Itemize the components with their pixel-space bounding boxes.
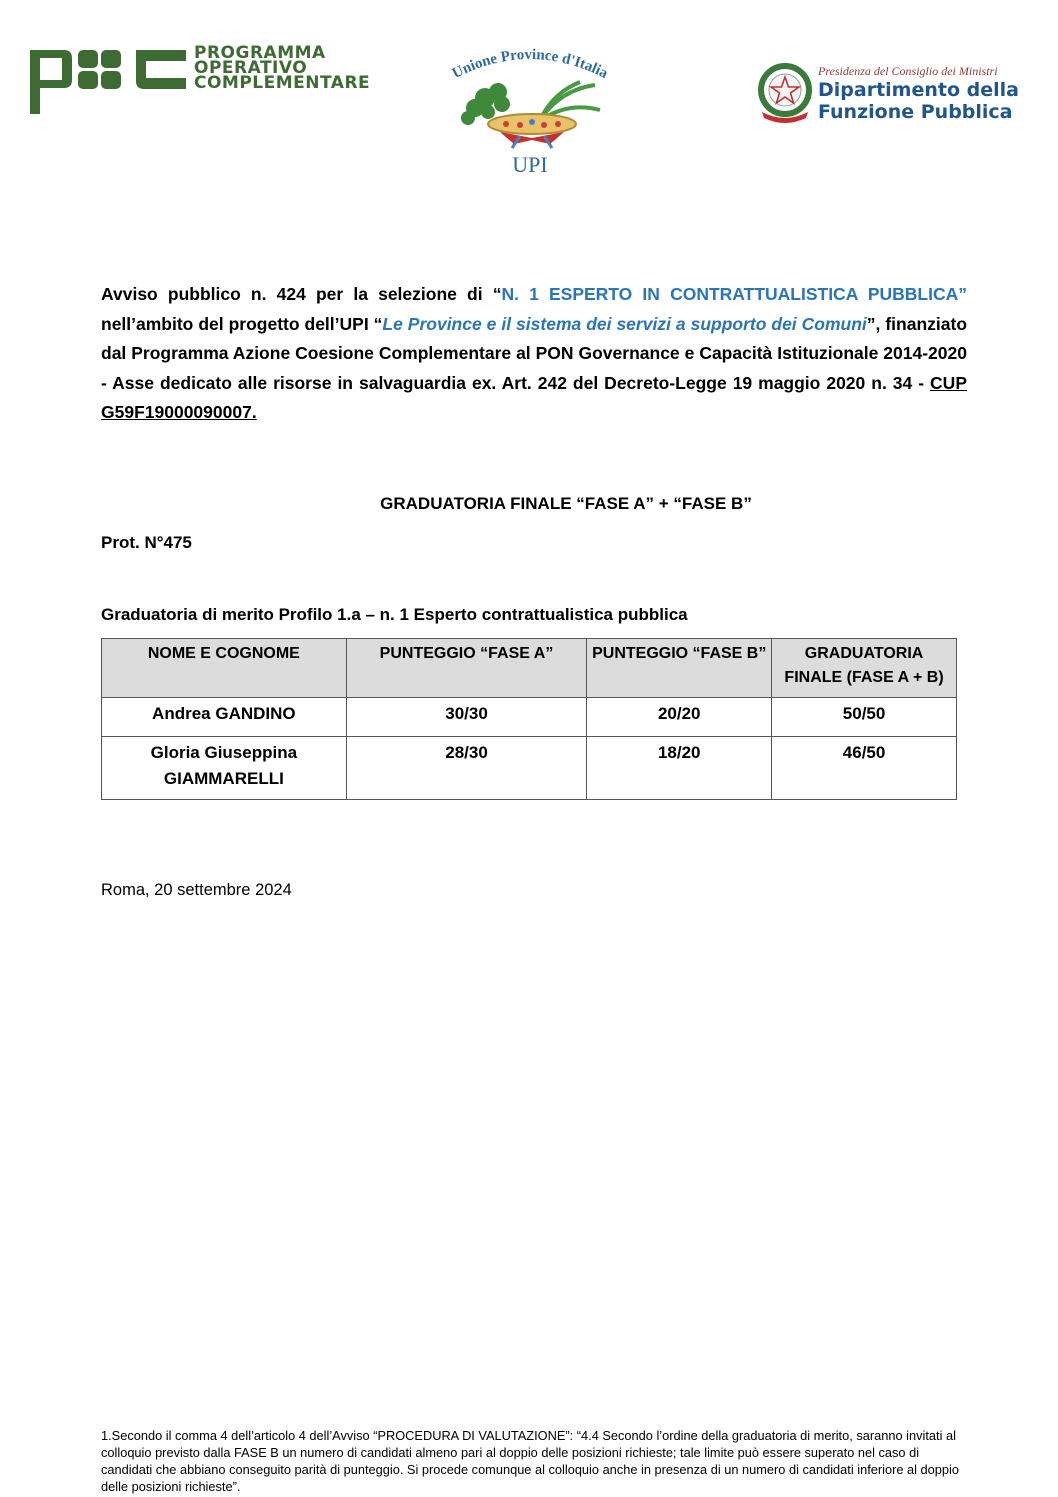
cell-name: Gloria Giuseppina GIAMMARELLI [102,737,347,800]
dfp-title-line-1: Dipartimento della [818,79,1019,101]
svg-text:Unione Province d'Italia [450,47,611,82]
header-fase-a: PUNTEGGIO “FASE A” [346,639,587,698]
upi-label: UPI [512,152,548,177]
dfp-subtitle: Presidenza del Consiglio dei Ministri [818,64,998,78]
dfp-title-line-2: Funzione Pubblica [818,101,1013,123]
intro-text-3: ”, finanziato dal Programma Azione Coesione Complementare al PON Governance e Capacità Istituzionale 2014-2020 - Asse dedicato alle risorse in salvaguardia ex. Art. 242 del Decreto-Legge 19 maggio 2020 n. 34 - [101,313,968,393]
position-title: N. 1 ESPERTO IN CONTRATTUALISTICA PUBBLICA” [501,284,967,304]
cell-finale: 50/50 [772,698,957,737]
upi-emblem-icon [440,40,620,150]
project-title: Le Province e il sistema dei servizi a supporto dei Comuni [382,313,867,334]
cell-fase-b: 18/20 [587,737,772,800]
cell-name: Andrea GANDINO [102,698,347,737]
cell-fase-a: 30/30 [346,698,587,737]
poc-line-2: OPERATIVO [194,58,308,78]
poc-logo [28,43,371,116]
table-caption: Graduatoria di merito Profilo 1.a – n. 1 Esperto contrattualistica pubblica [101,605,688,624]
document-date: Roma, 20 settembre 2024 [101,881,292,899]
dfp-title [818,79,1019,123]
header-fase-b: PUNTEGGIO “FASE B” [587,639,772,698]
protocol-number: Prot. N°475 [101,533,192,552]
poc-text [194,43,371,93]
table-header-row [102,639,957,698]
upi-arc-text: Unione Province d'Italia [449,46,611,82]
upi-logo [440,40,620,180]
header-finale: GRADUATORIA FINALE (FASE A + B) [772,639,957,698]
italian-emblem-icon [756,62,814,124]
dfp-logo [756,62,1019,132]
cell-fase-a: 28/30 [346,737,587,800]
table-row [102,698,957,737]
poc-line-3: COMPLEMENTARE [194,73,371,93]
cell-fase-b: 20/20 [587,698,772,737]
cell-finale: 46/50 [772,737,957,800]
header-name: NOME E COGNOME [102,639,347,698]
cup-code: CUP G59F19000090007. [101,372,967,422]
poc-line-1: PROGRAMMA [194,43,326,63]
footnote: 1.Secondo il comma 4 dell’articolo 4 dell’Avviso “PROCEDURA DI VALUTAZIONE”: “4.4 Secondo l’ordine della graduatoria di merito, saranno invitati al colloquio previsto dalla FASE B un numero di candidati almeno pari al doppio delle posizioni richieste; tale limite può essere superato nel caso di candidati che abbiano conseguito parità di punteggio. Si procede comunque al colloquio anche in presenza di un numero di candidati inferiore al doppio delle posizioni richieste”. [101,1428,959,1494]
document-title: GRADUATORIA FINALE “FASE A” + “FASE B” [380,494,752,513]
ranking-table [101,638,957,800]
intro-text-2: nell’ambito del progetto dell’UPI “ [101,313,383,334]
poc-mark-icon [28,44,188,116]
intro-text-1: Avviso pubblico n. 424 per la selezione di “ [101,284,502,304]
table-row [102,737,957,800]
intro-paragraph [101,280,967,428]
